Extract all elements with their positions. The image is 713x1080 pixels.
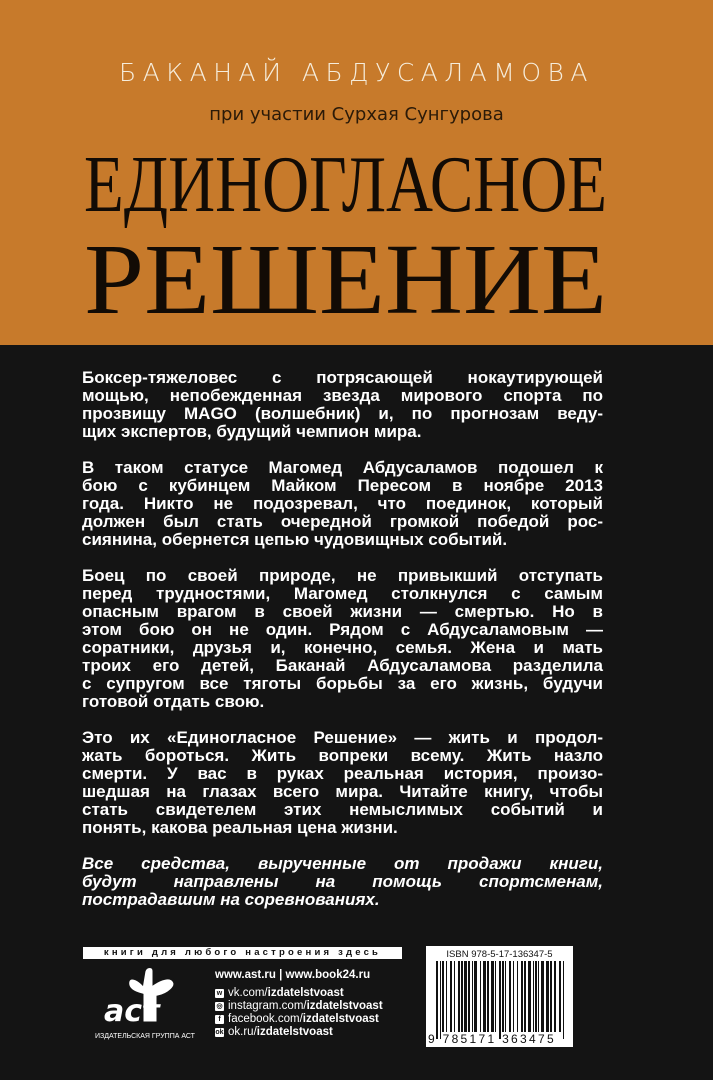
barcode-bar xyxy=(446,961,447,1032)
barcode-bar xyxy=(495,961,496,1032)
text-line: Боец по своей природе, не привыкший отступать xyxy=(82,566,603,585)
barcode-bar xyxy=(450,961,452,1032)
barcode-bar xyxy=(541,961,544,1032)
barcode-bar xyxy=(483,961,486,1032)
instagram-icon: ◎ xyxy=(216,1003,223,1010)
coauthor-credit: при участии Сурхая Сунгурова xyxy=(209,104,504,125)
barcode-bar xyxy=(487,961,489,1032)
barcode-bar xyxy=(509,961,511,1032)
barcode-bar xyxy=(491,961,494,1032)
social-handle: izdatelstvoast xyxy=(267,987,344,999)
text-line: бою с кубинцем Майком Пересом в ноябре 2013 xyxy=(82,476,603,495)
isbn-barcode xyxy=(426,946,573,1047)
logo-letters: аст xyxy=(104,994,160,1029)
barcode-bar xyxy=(474,961,477,1032)
title-line-1: ЕДИНОГЛАСНОЕ xyxy=(84,141,607,229)
text-line: жать бороться. Жить вопреки всему. Жить назло xyxy=(82,746,603,765)
text-line: В таком статусе Магомед Абдусаламов подошел к xyxy=(82,458,603,477)
barcode-bar xyxy=(454,961,455,1032)
barcode-bar xyxy=(468,961,470,1032)
barcode-bar xyxy=(440,961,441,1039)
barcode-bar xyxy=(533,961,534,1032)
blurb-paragraph xyxy=(82,567,603,711)
text-line: щих экспертов, будущий чемпион мира. xyxy=(82,422,422,441)
barcode-bar xyxy=(550,961,552,1032)
barcode-digits: 9 785171 363475 xyxy=(428,1032,556,1046)
author-name: БАКАНАЙ АБДУСАЛАМОВА xyxy=(119,58,594,87)
odnoklassniki-icon: ok xyxy=(215,1029,224,1036)
text-line: будут направлены на помощь спортсменам, xyxy=(82,872,603,891)
barcode-bar xyxy=(458,961,460,1032)
text-line: года. Никто не подозревал, что поединок, который xyxy=(82,494,603,513)
text-line: сиянина, обернется цепью чудовищных событий. xyxy=(82,530,508,549)
social-link[interactable] xyxy=(215,987,383,1000)
barcode-bar xyxy=(472,961,473,1032)
barcode-bar xyxy=(528,961,531,1032)
text-line: прозвищу MAGO (волшебник) и, по прогнозам веду- xyxy=(82,404,603,423)
text-line: с супругом все тяготы борьбы за его жизнь, будучи xyxy=(82,674,603,693)
text-line: мощью, непобежденная звезда мирового спорта по xyxy=(82,386,603,405)
barcode-bar xyxy=(480,961,481,1032)
barcode-bar xyxy=(538,961,539,1032)
text-line: опасным врагом в своей жизни — смертью. Но в xyxy=(82,602,603,621)
barcode-bar xyxy=(517,961,518,1032)
text-line: понять, какова реальная цена жизни. xyxy=(82,818,398,837)
text-line: должен был стать очередной громкой победой рос- xyxy=(82,512,603,531)
websites-link[interactable]: www.ast.ru | www.book24.ru xyxy=(215,969,371,981)
barcode-bar xyxy=(554,961,556,1032)
blurb-text xyxy=(82,369,603,927)
barcode-bar xyxy=(502,961,504,1032)
barcode-bar xyxy=(461,961,463,1032)
publisher-links xyxy=(215,969,383,1039)
social-prefix: instagram.com/ xyxy=(228,1000,307,1012)
social-prefix: facebook.com/ xyxy=(228,1013,303,1025)
barcode-bar xyxy=(513,961,514,1032)
barcode-bar xyxy=(563,961,564,1039)
text-line: готовой отдать свою. xyxy=(82,692,265,711)
text-line: шедшая на глазах всего мира. Читайте книгу, чтобы xyxy=(82,782,603,801)
social-link[interactable] xyxy=(215,1013,383,1026)
barcode-bar xyxy=(559,961,561,1032)
social-handle: izdatelstvoast xyxy=(306,1000,383,1012)
barcode-bar xyxy=(464,961,467,1032)
barcode-bar xyxy=(499,961,501,1039)
text-line: пострадавшим на соревнованиях. xyxy=(82,890,380,909)
social-prefix: vk.com/ xyxy=(228,987,268,999)
barcode-bar xyxy=(535,961,537,1032)
social-link[interactable] xyxy=(215,1026,383,1039)
barcode-bar xyxy=(505,961,506,1032)
text-line: Все средства, вырученные от продажи книги, xyxy=(82,854,603,873)
barcode-bar xyxy=(442,961,444,1032)
charity-note xyxy=(82,855,603,909)
barcode-bar xyxy=(521,961,523,1032)
text-line: смерти. У вас в руках реальная история, произо- xyxy=(82,764,603,783)
text-line: Боксер-тяжеловес с потрясающей нокаутирующей xyxy=(82,368,603,387)
barcode-bar xyxy=(546,961,549,1032)
social-link[interactable] xyxy=(215,1000,383,1013)
social-handle: izdatelstvoast xyxy=(256,1026,333,1038)
blurb-paragraph xyxy=(82,369,603,441)
publisher-tagline: книги для любого настроения здесь xyxy=(83,947,402,959)
text-line: стать свидетелем этих немыслимых событий и xyxy=(82,800,603,819)
text-line: этом бою он не один. Рядом с Абдусаламовым — xyxy=(82,620,603,639)
social-prefix: ok.ru/ xyxy=(228,1026,257,1038)
vk-icon: w xyxy=(216,990,223,997)
text-line: перед трудностями, Магомед столкнулся с самым xyxy=(82,584,603,603)
social-handle: izdatelstvoast xyxy=(302,1013,379,1025)
barcode-bar xyxy=(524,961,526,1032)
title-line-2: РЕШЕНИЕ xyxy=(84,223,607,335)
text-line: Это их «Единогласное Решение» — жить и продол- xyxy=(82,728,603,747)
blurb-paragraph xyxy=(82,729,603,837)
blurb-paragraph xyxy=(82,459,603,549)
publisher-caption: ИЗДАТЕЛЬСКАЯ ГРУППА АСТ xyxy=(95,1033,195,1040)
text-line: соратники, друзья и, конечно, семья. Жена и мать xyxy=(82,638,603,657)
text-line: троих его детей, Баканай Абдусаламова разделила xyxy=(82,656,603,675)
facebook-icon: f xyxy=(215,1015,224,1024)
isbn-number: ISBN 978-5-17-136347-5 xyxy=(446,949,553,960)
barcode-bar xyxy=(436,961,438,1039)
